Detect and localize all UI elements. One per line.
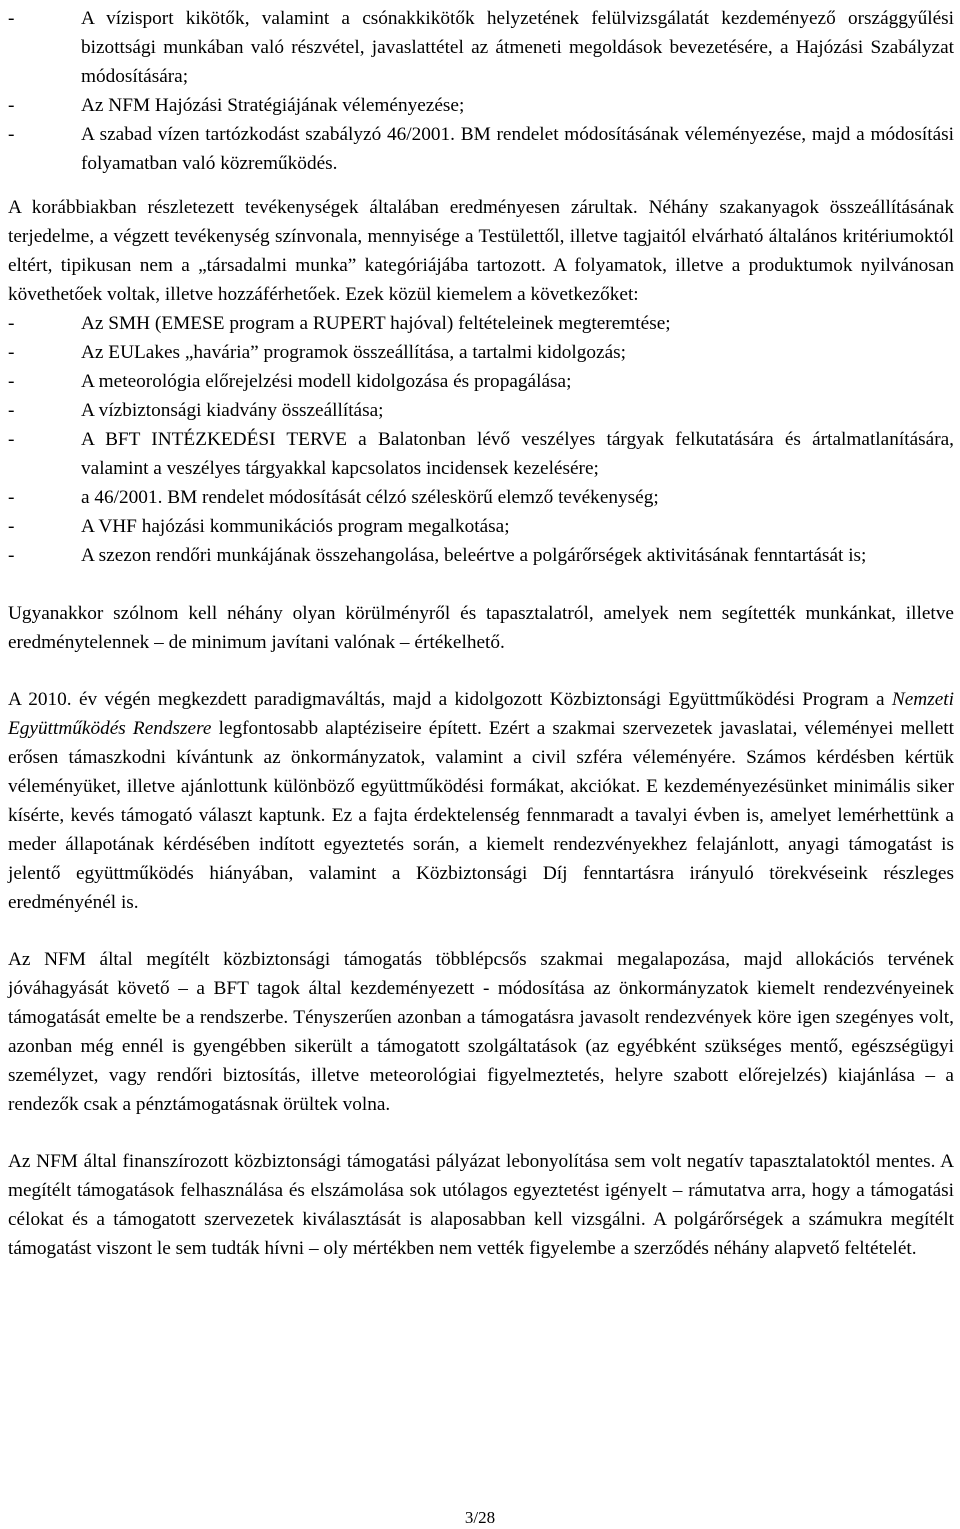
list-dash: - [8,487,15,508]
list-item-text: Az NFM Hajózási Stratégiájának véleményezése; [81,95,465,116]
list-item-text: A szezon rendőri munkájának összehangolása, beleértve a polgárőrségek aktivitásának fenntartását is; [81,545,867,566]
list-dash: - [8,371,15,392]
page-number: 3/28 [464,1508,496,1527]
list-item-text: a 46/2001. BM rendelet módosítását célzó széleskörű elemző tevékenység; [81,487,659,508]
list-dash: - [8,95,15,116]
list-item [8,367,954,396]
list-item-text: A vízisport kikötők, valamint a csónakkikötők helyzetének felülvizsgálatát kezdeményező országgyűlési bizottsági munkában való részvétel, javaslattétel az átmeneti megoldások bevezetésére, a Hajózási Szabályzat módosítására; [81,8,954,87]
list-dash: - [8,516,15,537]
list-item [8,425,954,483]
list-item [8,512,954,541]
paragraph-2010-italic: Nemzeti Együttműködés Rendszere [8,689,954,739]
list-dash: - [8,545,15,566]
achievements-list [8,309,954,570]
list-item-text: Az EULakes „havária” programok összeállítása, a tartalmi kidolgozás; [81,342,627,363]
list-item [8,309,954,338]
list-item [8,396,954,425]
paragraph-nfm-support: Az NFM által megítélt közbiztonsági támogatás többlépcsős szakmai megalapozása, majd allokációs tervének jóváhagyását követő – a BFT tagok által kezdeményezett - módosítása az önkormányzatok kiemelt rendezvényeinek támogatását emelte be a rendszerbe. Tényszerűen azonban a támogatásra javasolt rendezvények köre igen szegényes volt, azonban még ennél is gyengébben sikerült a támogatott szolgáltatások (az egyébként szükséges mentő, egészségügyi személyzet, vagy rendőri biztosítás, illetve meteorológiai figyelmeztetés, helyre szabott előrejelzés) kiajánlása – a rendezők csak a pénztámogatásnak örültek volna. [8,949,954,1115]
list-dash: - [8,313,15,334]
list-item [8,338,954,367]
list-item [8,120,954,178]
list-dash: - [8,400,15,421]
list-dash: - [8,342,15,363]
document-page [8,4,954,1263]
list-item [8,4,954,91]
paragraph-2010-start: A 2010. év végén megkezdett paradigmaváltás, majd a kidolgozott Közbiztonsági Együttműködési Program a [8,689,892,710]
paragraph-intro: A korábbiakban részletezett tevékenységek általában eredményesen zárultak. Néhány szakanyagok összeállításának terjedelme, a végzett tevékenység színvonala, mennyisége a Testülettől, illetve tagjaitól elvárható általános kritériumoktól eltért, tipikusan nem a „társadalmi munka” kategóriájába tartozott. A folyamatok, illetve a produktumok nyilvánosan követhetőek voltak, illetve hozzáférhetőek. Ezek közül kiemelem a következőket: [8,197,954,305]
top-list [8,4,954,178]
list-dash: - [8,429,15,450]
paragraph-ugyanakkor: Ugyanakkor szólnom kell néhány olyan körülményről és tapasztalatról, amelyek nem segítették munkánkat, illetve eredménytelennek – de minimum javítani valónak – értékelhető. [8,603,954,653]
paragraph-2010 [8,685,954,917]
list-item-text: Az SMH (EMESE program a RUPERT hajóval) feltételeinek megteremtése; [81,313,671,334]
list-item [8,483,954,512]
list-dash: - [8,124,15,145]
list-item-text: A vízbiztonsági kiadvány összeállítása; [81,400,384,421]
list-item [8,91,954,120]
list-item [8,541,954,570]
paragraph-nfm-grant: Az NFM által finanszírozott közbiztonsági támogatási pályázat lebonyolítása sem volt negatív tapasztalatoktól mentes. A megítélt támogatások felhasználása és elszámolása sok utólagos egyeztetést igényelt – rámutatva arra, hogy a támogatási célokat és a támogatott szervezetek kiválasztását is alaposabban kell vizsgálni. A polgárőrségek a számukra megítélt támogatást viszont le sem tudták hívni – oly mértékben nem vették figyelembe a szerződés néhány alapvető feltételét. [8,1151,954,1259]
list-item-text: A BFT INTÉZKEDÉSI TERVE a Balatonban lévő veszélyes tárgyak felkutatására és ártalmatlanítására, valamint a veszélyes tárgyakkal kapcsolatos incidensek kezelésére; [81,429,954,479]
list-item-text: A meteorológia előrejelzési modell kidolgozása és propagálása; [81,371,572,392]
list-dash: - [8,8,15,29]
paragraph-2010-rest: legfontosabb alaptéziseire épített. Ezért a szakmai szervezetek javaslatai, véleményei mellett erősen támaszkodni kívántunk az önkormányzatok, valamint a civil szféra véleményére. Számos kérdésben kértük véleményüket, illetve ajánlottunk különböző együttműködési formákat, akciókat. E kezdeményezésünket minimális siker kísérte, kevés támogató választ kaptunk. Ez a fajta érdektelenség fennmaradt a tavalyi évben is, amelyet lemérhettünk a meder állapotának kérdésében indított egyeztetés során, a kiemelt rendezvényekhez felajánlott, anyagi támogatást is jelentő együttműködés hiányában, valamint a Közbiztonsági Díj fenntartásra irányuló törekvéseink részleges eredményénél is. [8,718,954,913]
list-item-text: A VHF hajózási kommunikációs program megalkotása; [81,516,510,537]
list-item-text: A szabad vízen tartózkodást szabályzó 46/2001. BM rendelet módosításának véleményezése, majd a módosítási folyamatban való közreműködés. [81,124,954,174]
